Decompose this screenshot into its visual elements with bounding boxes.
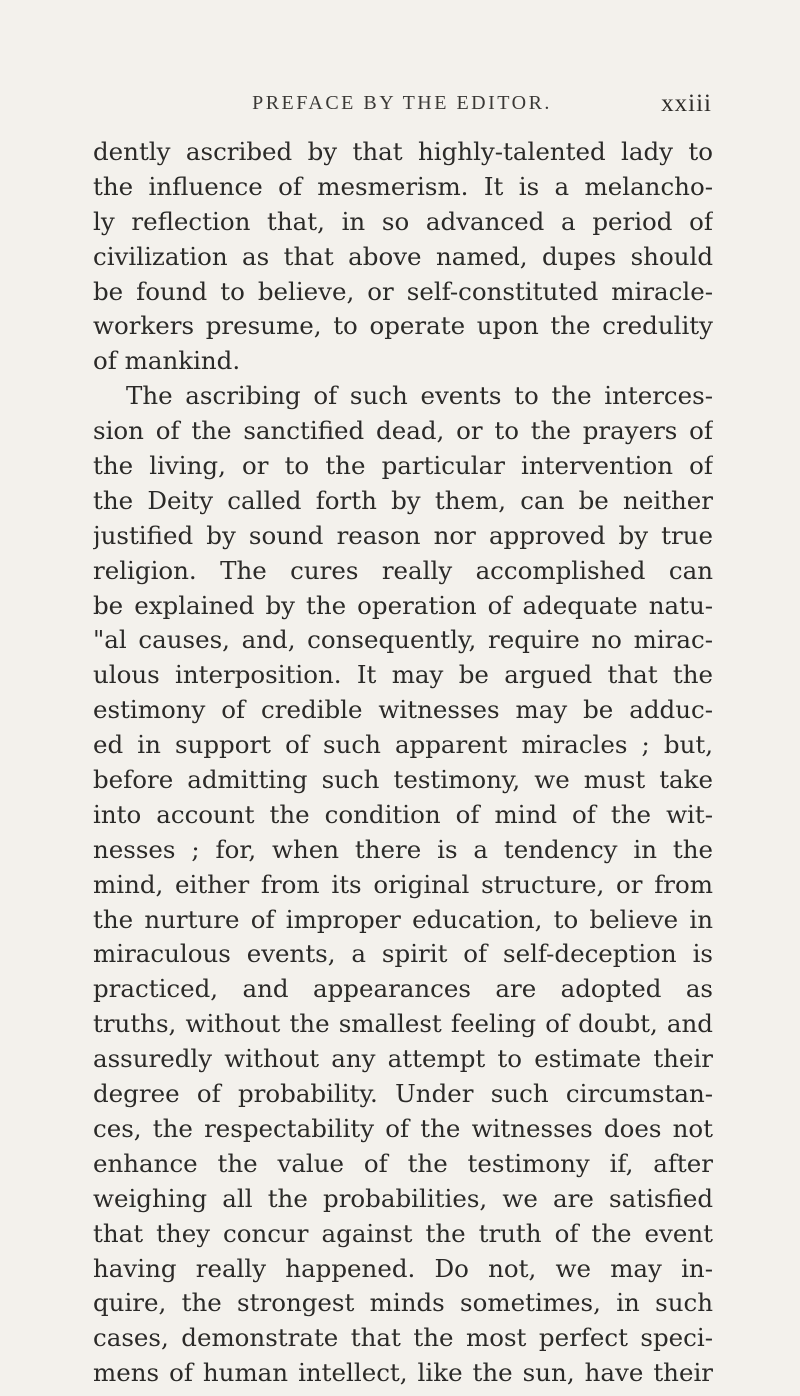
text-line: ly reflection that, in so advanced a period of <box>93 206 713 236</box>
text-line: into account the condition of mind of the wit- <box>93 799 713 829</box>
text-line: mens of human intellect, like the sun, have their <box>93 1358 713 1388</box>
text-line: assuredly without any attempt to estimate their <box>93 1044 713 1074</box>
text-line: the nurture of improper education, to believe in <box>93 904 713 934</box>
text-line: be found to believe, or self-constituted miracle- <box>93 276 713 306</box>
body-text <box>93 135 713 1391</box>
text-line: nesses ; for, when there is a tendency in the <box>93 834 713 864</box>
text-line: ces, the respectability of the witnesses does not <box>93 1113 713 1143</box>
text-line: truths, without the smallest feeling of doubt, and <box>93 1009 713 1039</box>
text-line: ed in support of such apparent miracles ; but, <box>93 730 713 760</box>
paragraph-start-line: The ascribing of such events to the interces- <box>126 381 713 411</box>
text-line: degree of probability. Under such circumstan- <box>93 1079 713 1109</box>
text-line: "al causes, and, consequently, require no mirac- <box>93 625 713 655</box>
text-line: the living, or to the particular intervention of <box>93 451 713 481</box>
text-line: enhance the value of the testimony if, after <box>93 1148 713 1178</box>
text-line: civilization as that above named, dupes should <box>93 241 713 271</box>
text-line: religion. The cures really accomplished can <box>93 555 713 585</box>
text-line: the Deity called forth by them, can be neither <box>93 485 713 515</box>
text-line: cases, demonstrate that the most perfect speci- <box>93 1323 713 1353</box>
text-line: before admitting such testimony, we must take <box>93 765 713 795</box>
text-line: miraculous events, a spirit of self-deception is <box>93 939 713 969</box>
text-line: justified by sound reason nor approved by true <box>93 520 713 550</box>
text-line: mind, either from its original structure, or from <box>93 869 713 899</box>
text-line: estimony of credible witnesses may be adduc- <box>93 695 713 725</box>
text-line: the influence of mesmerism. It is a melancho- <box>93 171 713 201</box>
text-line: practiced, and appearances are adopted as <box>93 974 713 1004</box>
text-line: be explained by the operation of adequate natu- <box>93 590 713 620</box>
running-head <box>92 90 712 120</box>
text-line: that they concur against the truth of the event <box>93 1218 713 1248</box>
text-line: workers presume, to operate upon the credulity <box>93 311 713 341</box>
page-number: xxiii <box>661 90 712 117</box>
text-line: sion of the sanctified dead, or to the prayers of <box>93 416 713 446</box>
text-line: weighing all the probabilities, we are satisfied <box>93 1183 713 1213</box>
text-line: ulous interposition. It may be argued that the <box>93 660 713 690</box>
text-line: of mankind. <box>93 346 241 376</box>
text-line: dently ascribed by that highly-talented lady to <box>93 137 713 166</box>
text-line: quire, the strongest minds sometimes, in such <box>93 1288 713 1318</box>
running-title: PREFACE BY THE EDITOR. <box>252 92 552 114</box>
text-line: having really happened. Do not, we may in- <box>93 1253 713 1283</box>
